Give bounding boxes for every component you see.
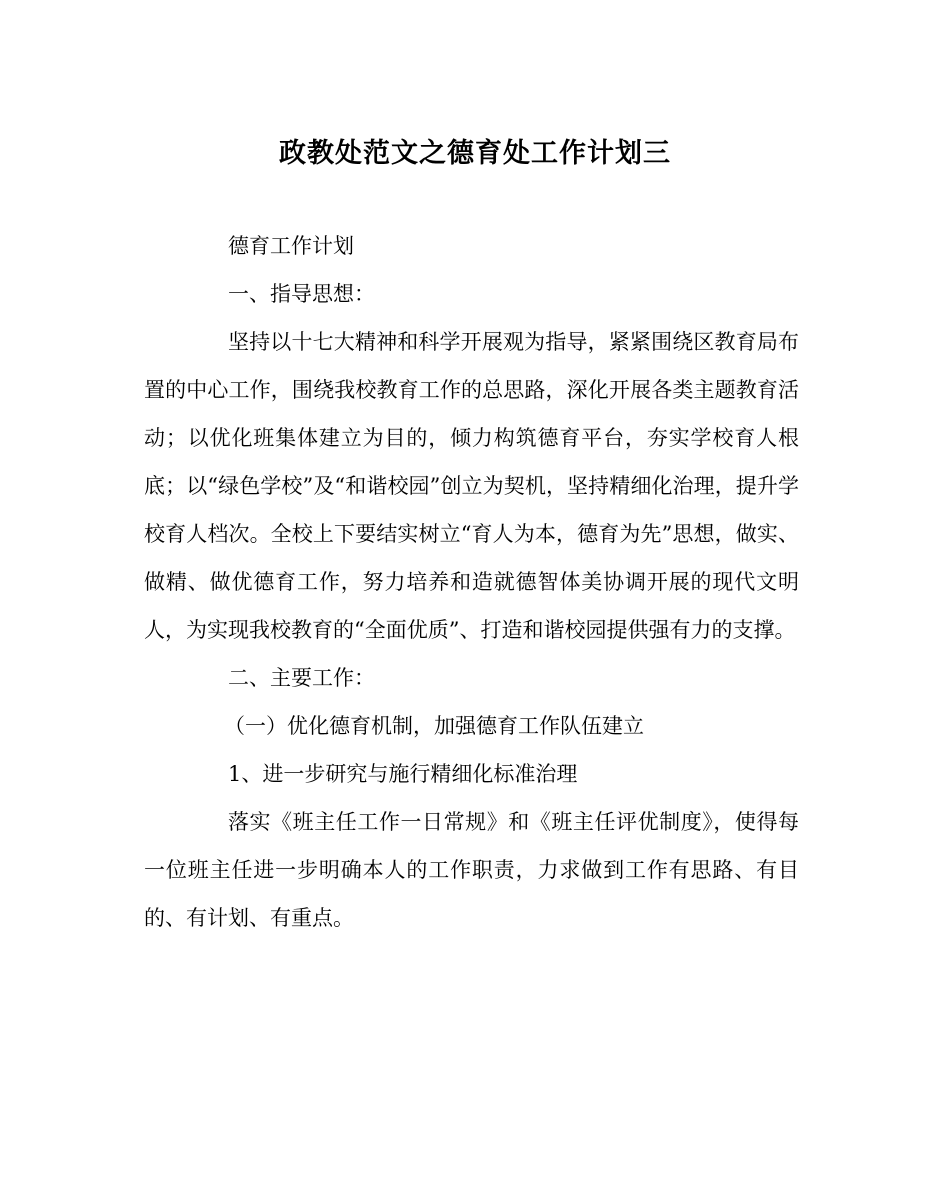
section-heading-plan: 德育工作计划 <box>228 234 354 258</box>
document-body <box>144 222 799 942</box>
document-title: 政教处范文之德育处工作计划三 <box>279 138 671 169</box>
item-heading-standard-management: 1、进一步研究与施行精细化标准治理 <box>228 762 578 786</box>
paragraph-class-teacher-rules: 落实《班主任工作一日常规》和《班主任评优制度》，使得每一位班主任进一步明确本人的工作职责，力求做到工作有思路、有目的、有计划、有重点。 <box>144 810 799 930</box>
section-heading-main-work: 二、主要工作： <box>228 666 375 690</box>
subsection-heading-optimize-mechanism: （一）优化德育机制，加强德育工作队伍建立 <box>224 714 644 738</box>
section-heading-guiding-ideology: 一、指导思想： <box>228 282 375 306</box>
paragraph-guiding-ideology: 坚持以十七大精神和科学开展观为指导，紧紧围绕区教育局布置的中心工作，围绕我校教育工作的总思路，深化开展各类主题教育活动；以优化班集体建立为目的，倾力构筑德育平台，夯实学校育人根底；以“绿色学校”及“和谐校园”创立为契机，坚持精细化治理，提升学校育人档次。全校上下要结实树立“育人为本，德育为先”思想，做实、做精、做优德育工作，努力培养和造就德智体美协调开展的现代文明人，为实现我校教育的“全面优质”、打造和谐校园提供强有力的支撑。 <box>144 330 799 642</box>
